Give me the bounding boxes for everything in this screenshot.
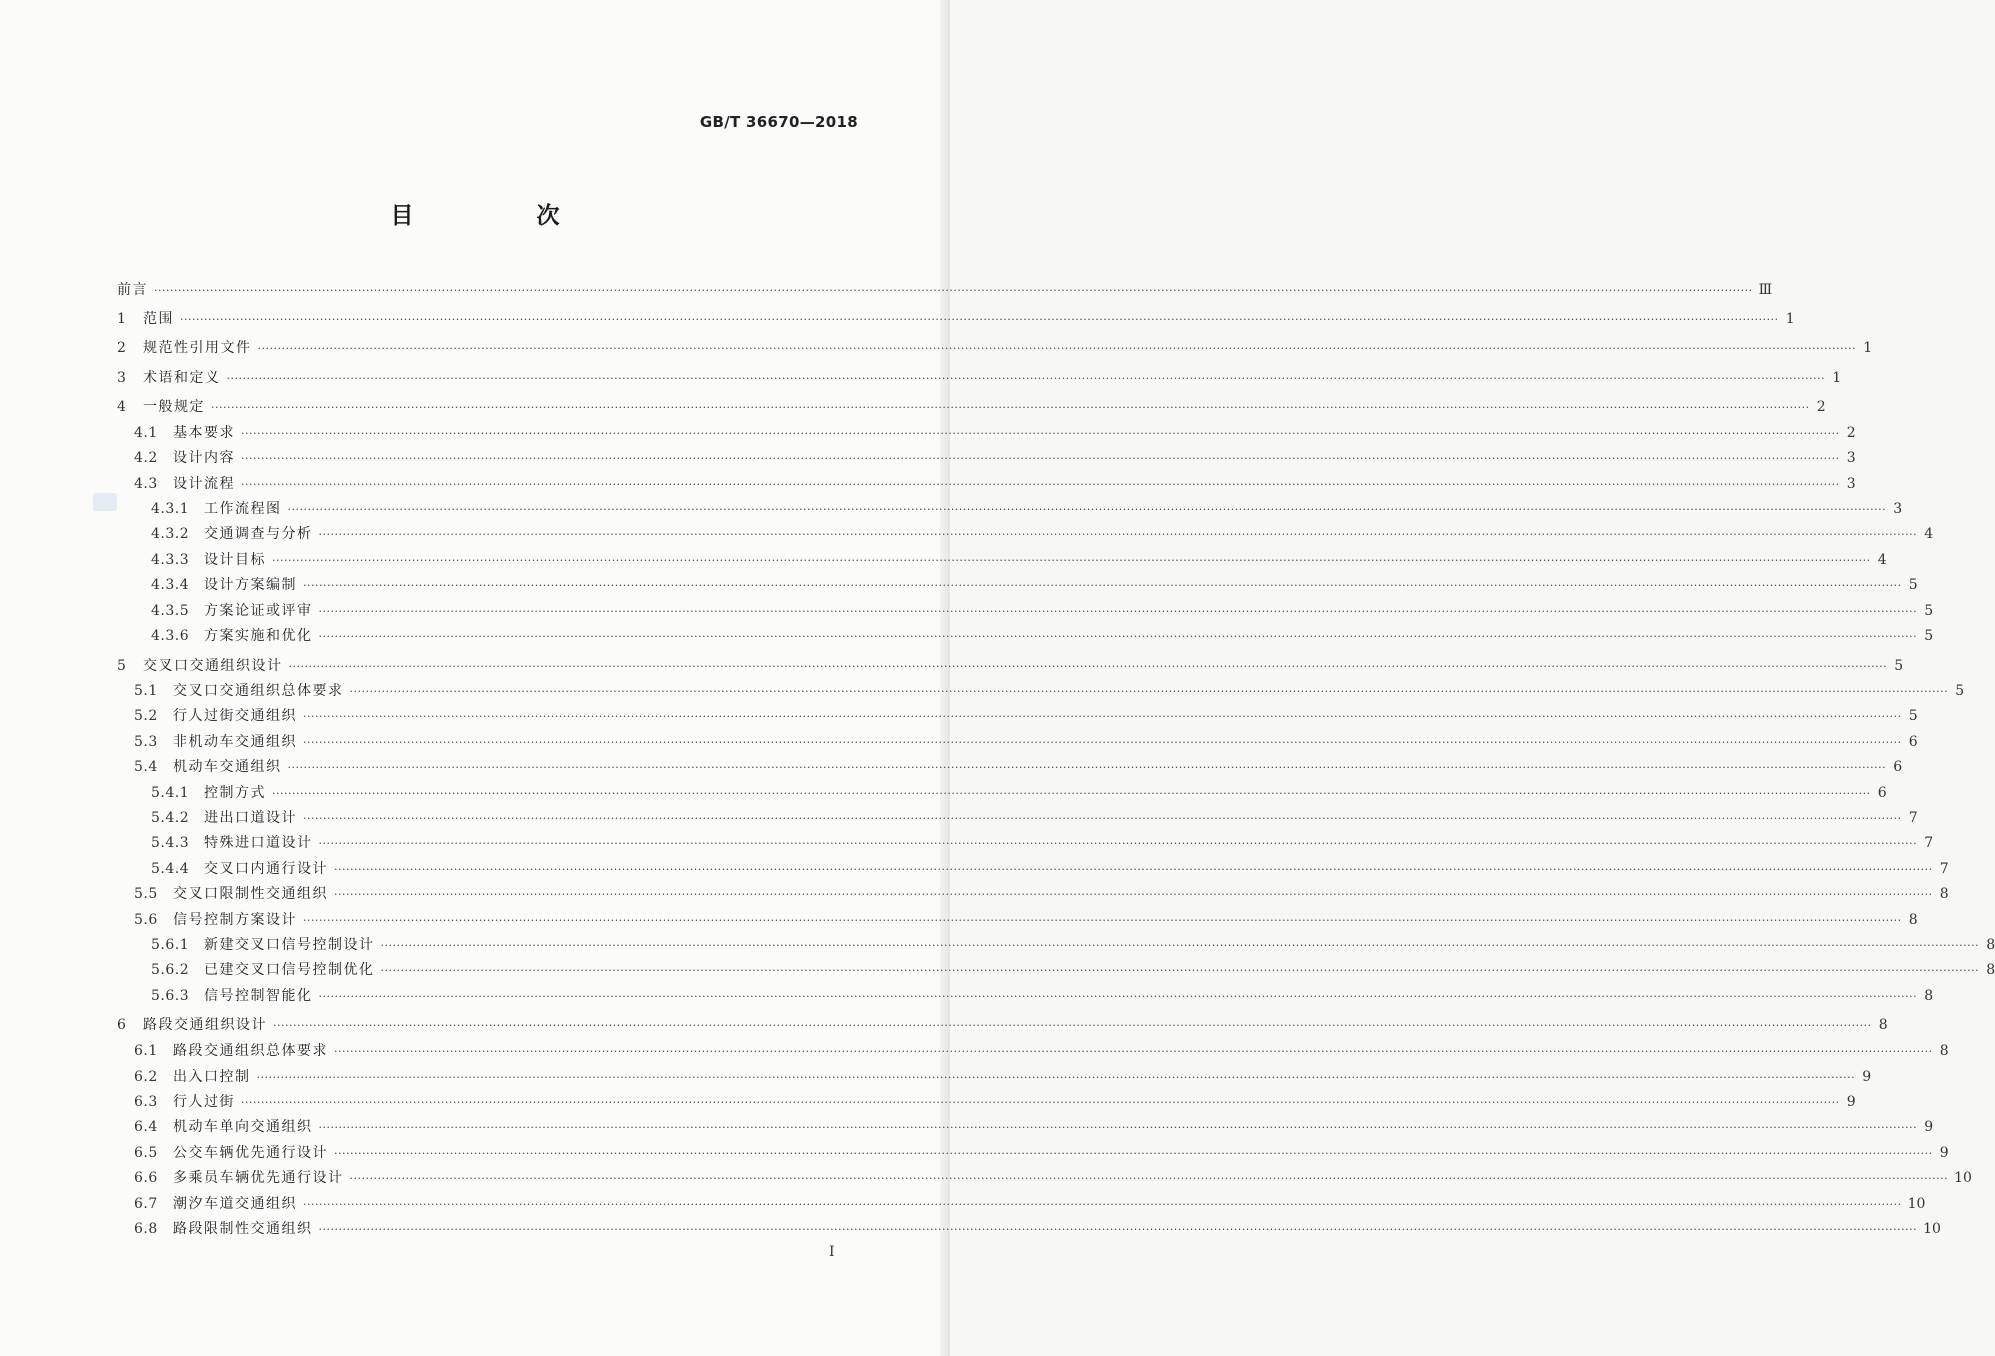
toc-dot-leader: ················································································································································································································································································································································································································: [288, 660, 1888, 673]
toc-entry[interactable]: [151, 833, 1934, 853]
toc-entry-title: 术语和定义: [143, 370, 221, 386]
toc-entry-number: 5.6.2: [151, 962, 190, 978]
toc-entry-title: 设计目标: [204, 552, 266, 568]
toc-dot-leader: ················································································································································································································································································································································································································: [303, 579, 1902, 592]
toc-entry[interactable]: [134, 681, 1965, 701]
toc-entry[interactable]: [134, 732, 1918, 752]
toc-entry-page-number: 3: [1846, 476, 1856, 492]
toc-entry-title: 设计方案编制: [204, 577, 297, 593]
toc-entry-title: 信号控制方案设计: [173, 912, 297, 928]
toc-dot-leader: ················································································································································································································································································································································································································: [211, 401, 1810, 414]
toc-entry-page-number: Ⅲ: [1758, 282, 1773, 298]
toc-entry-number: 4.3.4: [151, 577, 190, 593]
toc-entry[interactable]: [117, 280, 1773, 300]
toc-entry-number: 4.3.2: [151, 526, 190, 542]
toc-entry-title: 路段交通组织设计: [143, 1017, 267, 1033]
toc-dot-leader: ················································································································································································································································································································································································································: [272, 787, 1871, 800]
toc-entry-number: 5.4: [134, 759, 158, 775]
toc-entry[interactable]: [134, 423, 1856, 443]
toc-entry[interactable]: [151, 986, 1934, 1006]
standard-code: GB/T 36670—2018: [699, 113, 858, 131]
toc-entry-number: 5.3: [134, 734, 158, 750]
toc-entry[interactable]: [134, 706, 1918, 726]
toc-dot-leader: ················································································································································································································································································································································································································: [303, 710, 1902, 723]
toc-entry-number: 5.6.1: [151, 937, 190, 953]
toc-entry[interactable]: [151, 499, 1903, 519]
toc-dot-leader: ················································································································································································································································································································································································································: [349, 685, 1949, 698]
toc-entry-number: 5: [117, 658, 127, 674]
toc-dot-leader: ················································································································································································································································································································································································································: [318, 630, 1918, 643]
toc-entry-title: 方案实施和优化: [204, 628, 313, 644]
toc-entry-page-number: 10: [1954, 1170, 1972, 1186]
toc-entry[interactable]: [151, 524, 1934, 544]
toc-entry[interactable]: [134, 474, 1856, 494]
toc-entry-page-number: 5: [1955, 683, 1965, 699]
toc-entry-title: 潮汐车道交通组织: [173, 1196, 297, 1212]
toc-entry-page-number: 5: [1894, 658, 1904, 674]
toc-entry-page-number: 2: [1816, 399, 1826, 415]
toc-entry-page-number: 4: [1877, 552, 1887, 568]
toc-entry-page-number: 1: [1863, 340, 1873, 356]
toc-entry-page-number: 6: [1893, 759, 1903, 775]
toc-entry-title: 特殊进口道设计: [204, 835, 313, 851]
toc-dot-leader: ················································································································································································································································································································································································································: [226, 372, 1826, 385]
toc-entry-page-number: 8: [1986, 962, 1995, 978]
toc-entry[interactable]: [151, 575, 1918, 595]
toc-entry-title: 路段交通组织总体要求: [173, 1043, 328, 1059]
toc-entry[interactable]: [117, 309, 1795, 329]
toc-dot-leader: ················································································································································································································································································································································································································: [241, 478, 1840, 491]
toc-entry-number: 6.2: [134, 1069, 158, 1085]
toc-entry-title: 已建交叉口信号控制优化: [204, 962, 375, 978]
toc-entry-title: 交通调查与分析: [204, 526, 313, 542]
toc-entry-title: 方案论证或评审: [204, 603, 313, 619]
toc-entry[interactable]: [151, 935, 1995, 955]
toc-entry[interactable]: [134, 1117, 1934, 1137]
toc-entry-number: 5.5: [134, 886, 158, 902]
toc-entry-page-number: 10: [1907, 1196, 1926, 1212]
toc-entry-page-number: 8: [1924, 988, 1934, 1004]
toc-entry-number: 5.1: [134, 683, 158, 699]
toc-entry-page-number: 5: [1924, 603, 1934, 619]
toc-entry-title: 一般规定: [143, 399, 205, 415]
toc-entry-page-number: 8: [1908, 912, 1918, 928]
toc-dot-leader: ················································································································································································································································································································································································································: [257, 342, 1857, 355]
toc-entry-page-number: 3: [1846, 450, 1856, 466]
toc-entry-page-number: 1: [1832, 370, 1842, 386]
toc-entry-page-number: 8: [1878, 1017, 1888, 1033]
toc-entry-title: 基本要求: [173, 425, 235, 441]
toc-dot-leader: ················································································································································································································································································································································································································: [318, 605, 1918, 618]
toc-entry[interactable]: [117, 397, 1826, 417]
toc-entry-page-number: 9: [1924, 1119, 1934, 1135]
toc-dot-leader: ················································································································································································································································································································································································································: [380, 964, 1980, 977]
toc-entry-page-number: 8: [1939, 886, 1949, 902]
toc-entry-title: 设计内容: [173, 450, 235, 466]
toc-dot-leader: ················································································································································································································································································································································································································: [318, 990, 1918, 1003]
toc-entry-title: 前言: [117, 282, 148, 298]
toc-entry[interactable]: [151, 601, 1934, 621]
toc-entry-title: 设计流程: [173, 476, 235, 492]
toc-entry-title: 机动车交通组织: [173, 759, 282, 775]
toc-entry-number: 3: [117, 370, 127, 386]
toc-entry-number: 5.4.2: [151, 810, 190, 826]
toc-dot-leader: ················································································································································································································································································································································································································: [303, 736, 1902, 749]
toc-entry-number: 6: [117, 1017, 127, 1033]
page-folio: I: [829, 1244, 835, 1260]
toc-entry[interactable]: [151, 550, 1887, 570]
toc-dot-leader: ················································································································································································································································································································································································································: [272, 554, 1871, 567]
toc-entry-title: 交叉口内通行设计: [204, 861, 328, 877]
toc-entry-number: 4.3.5: [151, 603, 190, 619]
toc-entry-page-number: 5: [1908, 708, 1918, 724]
toc-entry[interactable]: [134, 1168, 1972, 1188]
toc-dot-leader: ················································································································································································································································································································································································································: [303, 914, 1902, 927]
toc-entry[interactable]: [151, 626, 1934, 646]
toc-dot-leader: ················································································································································································································································································································································································································: [334, 1147, 1933, 1160]
toc-dot-leader: ················································································································································································································································································································································································································: [334, 888, 1933, 901]
toc-dot-leader: ················································································································································································································································································································································································································: [241, 452, 1840, 465]
toc-entry-page-number: 6: [1908, 734, 1918, 750]
toc-entry-page-number: 6: [1877, 785, 1887, 801]
toc-entry-number: 6.7: [134, 1196, 158, 1212]
toc-entry[interactable]: [117, 656, 1904, 676]
toc-entry-number: 6.4: [134, 1119, 158, 1135]
toc-entry[interactable]: [134, 910, 1918, 930]
toc-entry-number: 5.4.4: [151, 861, 190, 877]
toc-entry-number: 4.3.1: [151, 501, 190, 517]
toc-entry-title: 行人过街交通组织: [173, 708, 297, 724]
toc-entry[interactable]: [151, 960, 1995, 980]
toc-entry-number: 6.5: [134, 1145, 158, 1161]
page-title: 目 次: [390, 203, 610, 229]
toc-dot-leader: ················································································································································································································································································································································································································: [273, 1019, 1872, 1032]
toc-entry-title: 行人过街: [173, 1094, 235, 1110]
toc-entry-title: 控制方式: [204, 785, 266, 801]
toc-entry-page-number: 9: [1939, 1145, 1949, 1161]
toc-entry-title: 新建交叉口信号控制设计: [204, 937, 375, 953]
toc-dot-leader: ················································································································································································································································································································································································································: [334, 863, 1933, 876]
toc-entry-page-number: 2: [1846, 425, 1856, 441]
toc-dot-leader: ················································································································································································································································································································································································································: [256, 1071, 1856, 1084]
toc-entry[interactable]: [117, 338, 1873, 358]
toc-entry-page-number: 8: [1986, 937, 1995, 953]
toc-entry-number: 5.6: [134, 912, 158, 928]
toc-entry-title: 出入口控制: [173, 1069, 251, 1085]
toc-dot-leader: ················································································································································································································································································································································································································: [349, 1172, 1949, 1185]
toc-entry[interactable]: [134, 1143, 1949, 1163]
toc-entry[interactable]: [117, 1015, 1888, 1035]
toc-dot-leader: ················································································································································································································································································································································································································: [241, 1096, 1840, 1109]
toc-entry-title: 机动车单向交通组织: [173, 1119, 313, 1135]
toc-entry-number: 2: [117, 340, 127, 356]
toc-entry-number: 5.2: [134, 708, 158, 724]
toc-entry-number: 5.4.1: [151, 785, 190, 801]
toc-dot-leader: ················································································································································································································································································································································································································: [287, 761, 1887, 774]
toc-entry-title: 交叉口限制性交通组织: [173, 886, 328, 902]
toc-dot-leader: ················································································································································································································································································································································································································: [180, 313, 1779, 326]
toc-entry-page-number: 10: [1923, 1221, 1941, 1237]
toc-dot-leader: ················································································································································································································································································································································································································: [318, 1223, 1918, 1236]
toc-dot-leader: ················································································································································································································································································································································································································: [318, 528, 1918, 541]
toc-dot-leader: ················································································································································································································································································································································································································: [318, 1121, 1918, 1134]
toc-dot-leader: ················································································································································································································································································································································································································: [303, 1198, 1902, 1211]
toc-entry[interactable]: [151, 859, 1949, 879]
toc-entry[interactable]: [134, 1194, 1926, 1214]
toc-entry[interactable]: [134, 1219, 1941, 1239]
toc-entry-number: 6.3: [134, 1094, 158, 1110]
toc-dot-leader: ················································································································································································································································································································································································································: [287, 503, 1887, 516]
toc-dot-leader: ················································································································································································································································································································································································································: [303, 812, 1902, 825]
toc-entry-title: 工作流程图: [204, 501, 282, 517]
toc-dot-leader: ················································································································································································································································································································································································································: [334, 1045, 1933, 1058]
toc-entry-page-number: 7: [1924, 835, 1934, 851]
toc-entry[interactable]: [134, 757, 1903, 777]
toc-dot-leader: ················································································································································································································································································································································································································: [241, 427, 1840, 440]
toc-entry-title: 规范性引用文件: [143, 340, 252, 356]
toc-entry-page-number: 3: [1893, 501, 1903, 517]
toc-entry[interactable]: [134, 448, 1856, 468]
toc-entry[interactable]: [134, 1092, 1856, 1112]
toc-dot-leader: ················································································································································································································································································································································································································: [154, 284, 1753, 297]
toc-entry[interactable]: [151, 783, 1887, 803]
toc-entry-number: 5.6.3: [151, 988, 190, 1004]
toc-entry-number: 6.1: [134, 1043, 158, 1059]
toc-entry-number: 5.4.3: [151, 835, 190, 851]
toc-dot-leader: ················································································································································································································································································································································································································: [318, 837, 1918, 850]
toc-entry[interactable]: [134, 1067, 1872, 1087]
toc-entry-title: 信号控制智能化: [204, 988, 313, 1004]
toc-entry-number: 4.3: [134, 476, 158, 492]
toc-entry[interactable]: [151, 808, 1918, 828]
toc-dot-leader: ················································································································································································································································································································································································································: [380, 939, 1980, 952]
toc-entry-number: 4: [117, 399, 127, 415]
toc-entry-page-number: 1: [1785, 311, 1795, 327]
toc-entry[interactable]: [117, 368, 1842, 388]
toc-entry-title: 范围: [143, 311, 174, 327]
toc-entry-title: 多乘员车辆优先通行设计: [173, 1170, 344, 1186]
toc-entry-title: 交叉口交通组织设计: [143, 658, 283, 674]
toc-entry-page-number: 7: [1908, 810, 1918, 826]
toc-entry-number: 4.1: [134, 425, 158, 441]
toc-entry-title: 路段限制性交通组织: [173, 1221, 313, 1237]
toc-entry-page-number: 9: [1846, 1094, 1856, 1110]
toc-entry-page-number: 8: [1939, 1043, 1949, 1059]
toc-entry-number: 1: [117, 311, 127, 327]
toc-entry-page-number: 7: [1939, 861, 1949, 877]
toc-entry-title: 进出口道设计: [204, 810, 297, 826]
toc-entry-page-number: 4: [1924, 526, 1934, 542]
toc-entry-number: 6.6: [134, 1170, 158, 1186]
toc-entry-title: 非机动车交通组织: [173, 734, 297, 750]
toc-entry-number: 4.3.6: [151, 628, 190, 644]
toc-entry-title: 公交车辆优先通行设计: [173, 1145, 328, 1161]
toc-entry[interactable]: [134, 884, 1949, 904]
toc-entry-title: 交叉口交通组织总体要求: [173, 683, 344, 699]
toc-entry-page-number: 5: [1924, 628, 1934, 644]
toc-entry-number: 6.8: [134, 1221, 158, 1237]
toc-entry[interactable]: [134, 1041, 1949, 1061]
toc-entry-number: 4.2: [134, 450, 158, 466]
toc-entry-page-number: 9: [1862, 1069, 1872, 1085]
toc-entry-number: 4.3.3: [151, 552, 190, 568]
toc-entry-page-number: 5: [1908, 577, 1918, 593]
